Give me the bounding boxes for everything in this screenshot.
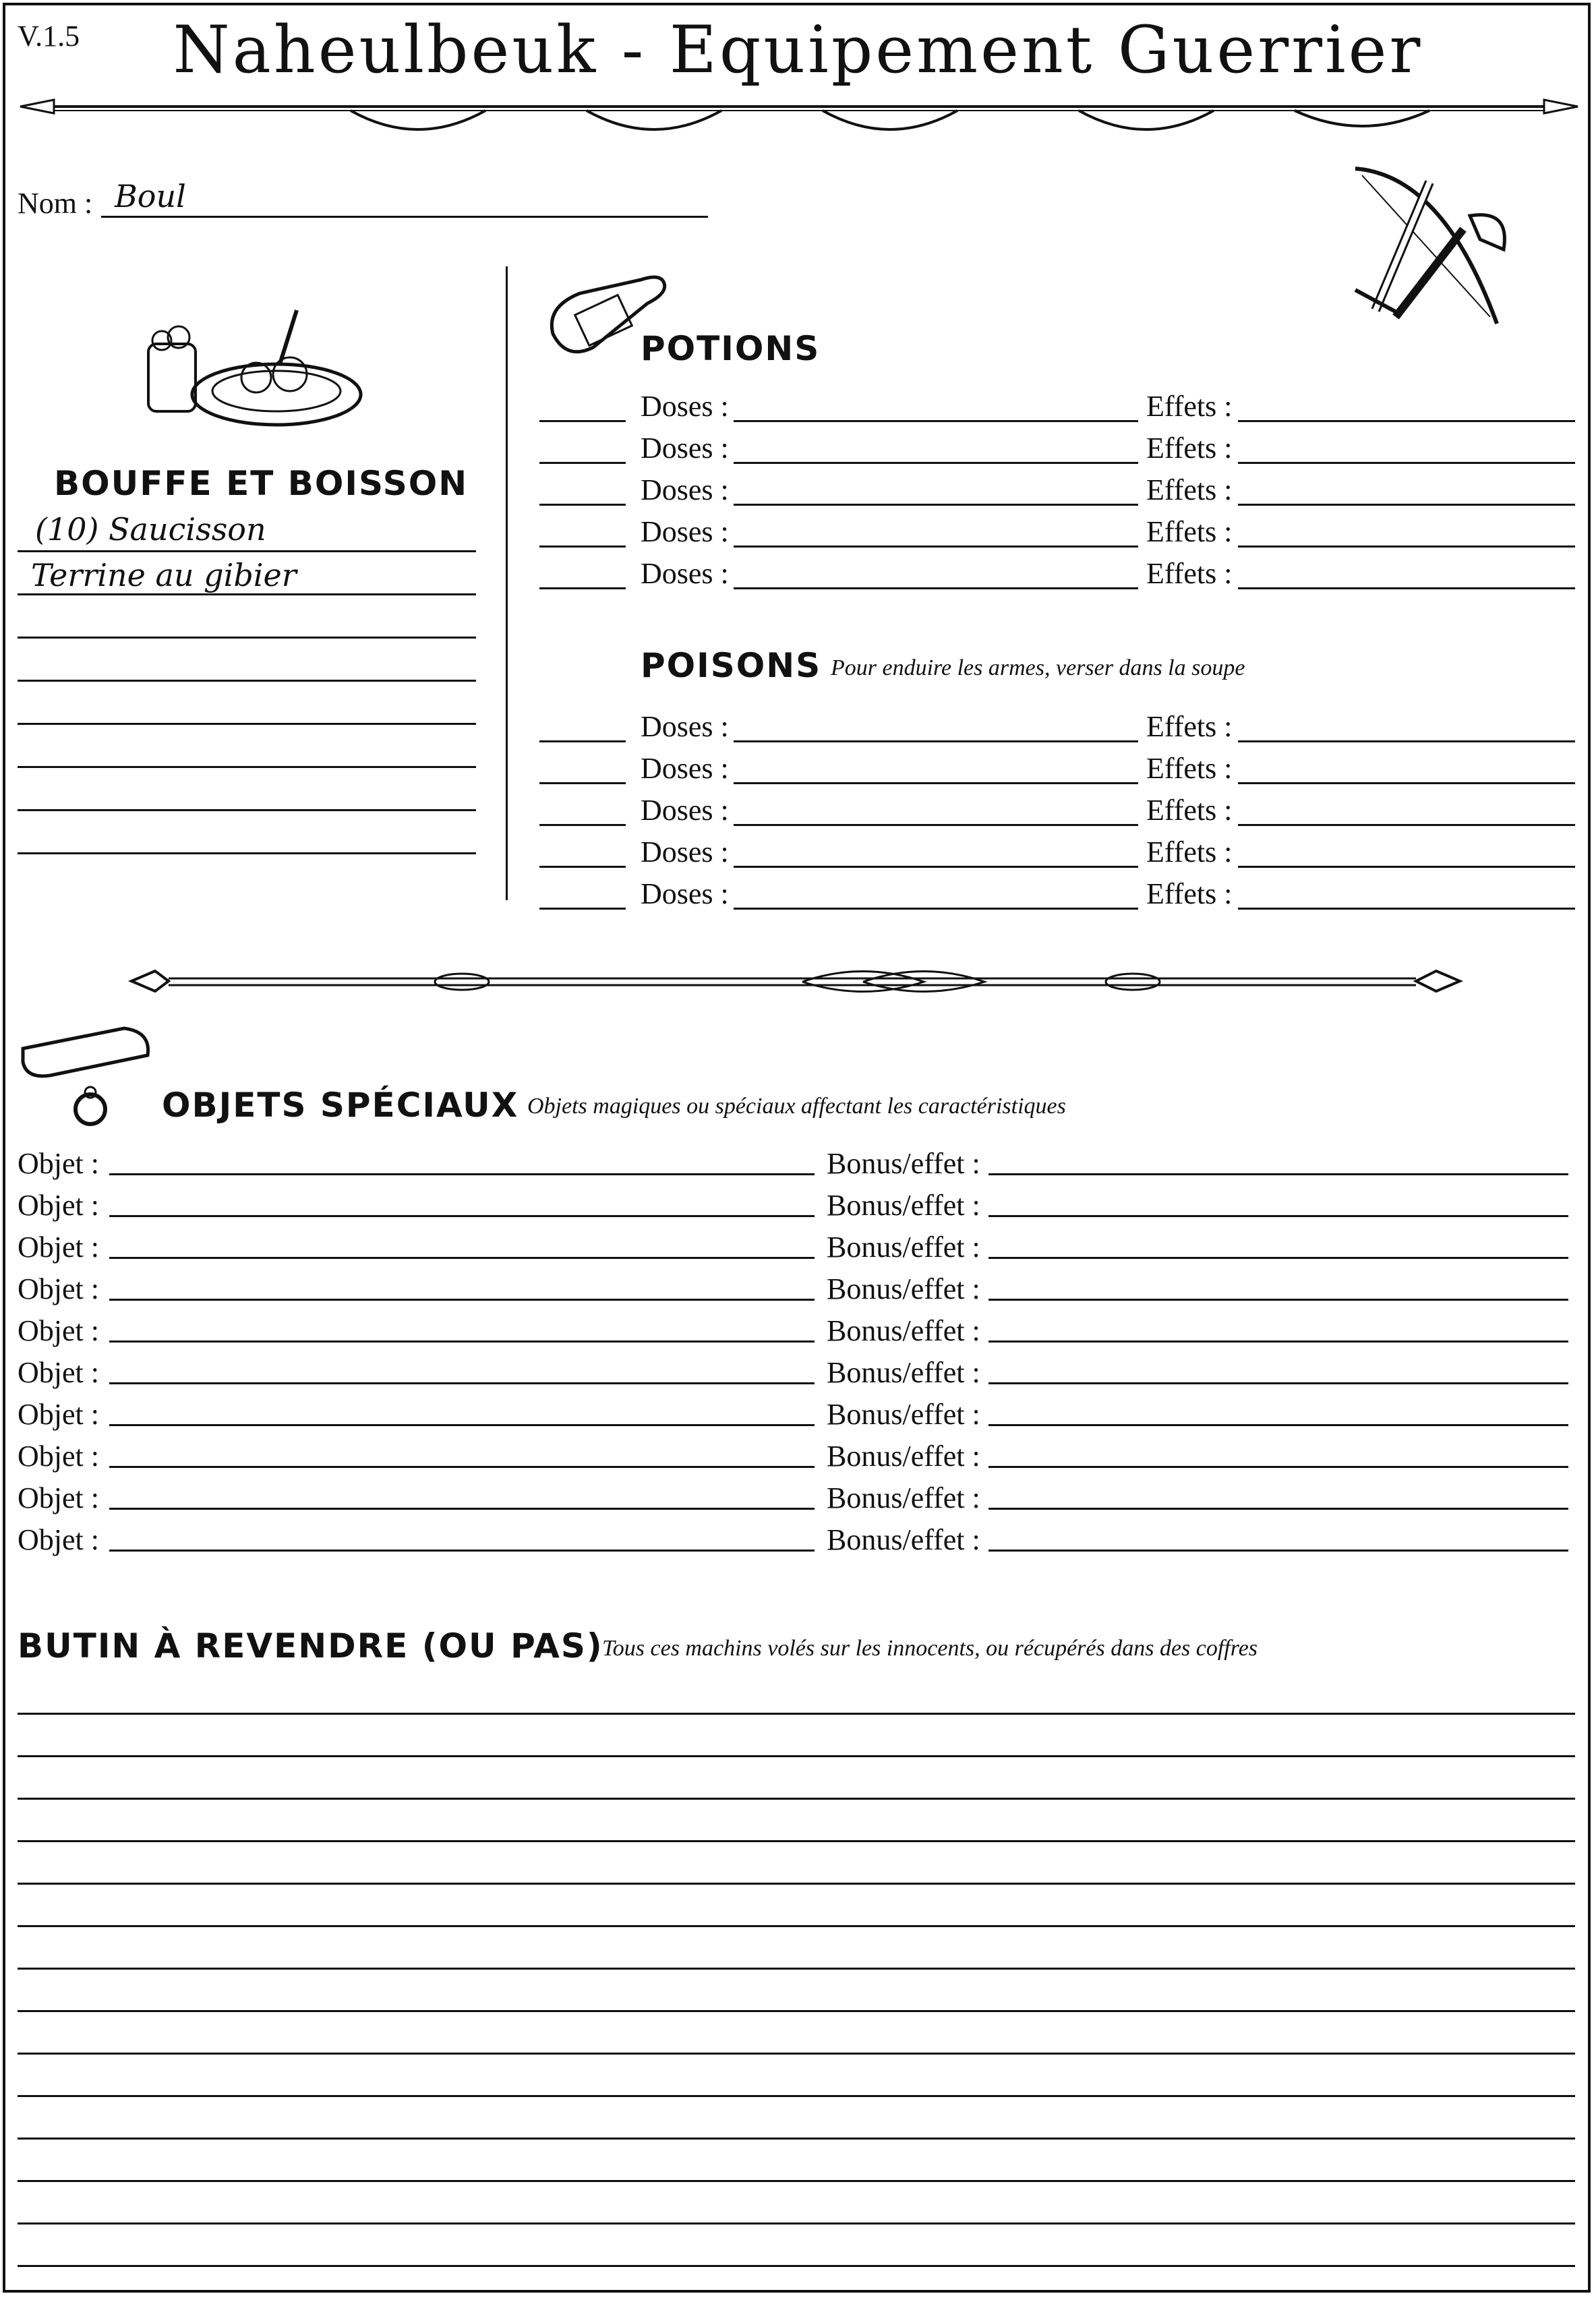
loot-line[interactable] <box>18 2095 1575 2097</box>
poison-dose-label: Doses : <box>641 752 729 785</box>
poison-qty-line <box>539 824 626 826</box>
bonus-label: Bonus/effet : <box>827 1147 980 1180</box>
poison-dose-label: Doses : <box>641 877 729 910</box>
food-entry[interactable] <box>18 678 476 719</box>
potion-dose-line <box>734 462 1138 464</box>
poison-dose-line <box>734 782 1138 784</box>
food-plate-icon <box>135 297 364 432</box>
loot-line[interactable] <box>18 2138 1575 2140</box>
poison-effect-label: Effets : <box>1146 835 1233 868</box>
potion-effect-line <box>1238 462 1575 464</box>
food-section-title: BOUFFE ET BOISSON <box>54 464 469 503</box>
poison-qty-line <box>539 866 626 868</box>
object-line <box>109 1340 815 1343</box>
version-label: V.1.5 <box>18 20 80 53</box>
poison-effect-line <box>1238 908 1575 910</box>
potion-effect-line <box>1238 587 1575 589</box>
bonus-line <box>988 1340 1568 1343</box>
special-object-row[interactable] <box>18 1481 1575 1521</box>
object-label: Objet : <box>18 1189 99 1222</box>
loot-line[interactable] <box>18 1713 1575 1715</box>
poison-effect-label: Effets : <box>1146 794 1233 827</box>
potion-effect-label: Effets : <box>1146 432 1233 465</box>
poison-row[interactable] <box>539 708 1585 748</box>
loot-line[interactable] <box>18 2180 1575 2182</box>
poison-row[interactable] <box>539 833 1585 874</box>
bonus-line <box>988 1173 1568 1175</box>
object-line <box>109 1257 815 1259</box>
potion-effect-label: Effets : <box>1146 557 1233 590</box>
special-object-row[interactable] <box>18 1397 1575 1438</box>
poison-row[interactable] <box>539 792 1585 832</box>
object-line <box>109 1466 815 1468</box>
bonus-label: Bonus/effet : <box>827 1272 980 1305</box>
poisons-table <box>539 708 1585 924</box>
potion-row[interactable] <box>539 471 1585 512</box>
special-object-row[interactable] <box>18 1314 1575 1354</box>
loot-line[interactable] <box>18 2010 1575 2012</box>
loot-subtitle: Tous ces machins volés sur les innocents, ou récupérés dans des coffres <box>602 1636 1258 1661</box>
object-label: Objet : <box>18 1356 99 1389</box>
loot-lines[interactable] <box>18 1713 1575 2279</box>
poison-dose-line <box>734 740 1138 742</box>
poison-qty-line <box>539 740 626 742</box>
potion-row[interactable] <box>539 555 1585 595</box>
food-line <box>18 852 476 854</box>
food-entry-text: (10) Saucisson <box>35 511 266 548</box>
bonus-label: Bonus/effet : <box>827 1356 980 1389</box>
bonus-line <box>988 1257 1568 1259</box>
poison-dose-label: Doses : <box>641 794 729 827</box>
potion-qty-line <box>539 546 626 548</box>
bonus-label: Bonus/effet : <box>827 1231 980 1264</box>
potion-effect-label: Effets : <box>1146 473 1233 506</box>
poison-effect-line <box>1238 824 1575 826</box>
object-line <box>109 1550 815 1552</box>
staff-divider-icon <box>128 961 1463 1001</box>
bonus-label: Bonus/effet : <box>827 1189 980 1222</box>
special-objects-table <box>18 1146 1575 1578</box>
potion-dose-line <box>734 546 1138 548</box>
food-entry[interactable] <box>18 721 476 762</box>
object-label: Objet : <box>18 1523 99 1556</box>
bonus-label: Bonus/effet : <box>827 1481 980 1514</box>
name-value[interactable]: Boul <box>115 178 186 214</box>
poison-effect-label: Effets : <box>1146 752 1233 785</box>
object-label: Objet : <box>18 1147 99 1180</box>
potion-effect-line <box>1238 546 1575 548</box>
food-entry[interactable] <box>18 808 476 848</box>
potion-qty-line <box>539 504 626 506</box>
bonus-label: Bonus/effet : <box>827 1314 980 1347</box>
object-line <box>109 1299 815 1301</box>
object-label: Objet : <box>18 1440 99 1473</box>
column-divider <box>506 266 508 900</box>
loot-line[interactable] <box>18 1968 1575 1970</box>
poisons-title: POISONS <box>641 646 822 685</box>
loot-line[interactable] <box>18 1925 1575 1927</box>
bonus-line <box>988 1508 1568 1510</box>
potion-dose-label: Doses : <box>641 432 729 465</box>
object-line <box>109 1173 815 1175</box>
potion-dose-line <box>734 420 1138 422</box>
poisons-subtitle: Pour enduire les armes, verser dans la soupe <box>831 655 1245 680</box>
food-entry[interactable] <box>18 635 476 676</box>
potions-title: POTIONS <box>641 329 821 368</box>
poison-row[interactable] <box>539 750 1585 790</box>
special-object-row[interactable] <box>18 1439 1575 1479</box>
potion-effect-line <box>1238 420 1575 422</box>
special-object-row[interactable] <box>18 1146 1575 1187</box>
potion-row[interactable] <box>539 388 1585 428</box>
scroll-ring-icon <box>16 1022 165 1136</box>
potion-effect-label: Effets : <box>1146 390 1233 423</box>
loot-line[interactable] <box>18 1840 1575 1842</box>
poison-effect-line <box>1238 866 1575 868</box>
potion-effect-label: Effets : <box>1146 515 1233 548</box>
poison-effect-line <box>1238 740 1575 742</box>
loot-line[interactable] <box>18 2053 1575 2055</box>
object-label: Objet : <box>18 1398 99 1431</box>
special-object-row[interactable] <box>18 1188 1575 1229</box>
potion-dose-line <box>734 504 1138 506</box>
object-line <box>109 1215 815 1217</box>
potion-qty-line <box>539 420 626 422</box>
object-line <box>109 1382 815 1384</box>
poison-effect-line <box>1238 782 1575 784</box>
loot-line[interactable] <box>18 2222 1575 2225</box>
poison-dose-line <box>734 908 1138 910</box>
special-object-row[interactable] <box>18 1230 1575 1270</box>
special-objects-subtitle: Objets magiques ou spéciaux affectant les caractéristiques <box>527 1094 1066 1119</box>
crossed-weapons-icon <box>1335 155 1524 344</box>
potion-row[interactable] <box>539 430 1585 470</box>
bonus-line <box>988 1424 1568 1426</box>
object-line <box>109 1508 815 1510</box>
food-entry[interactable] <box>18 549 476 593</box>
name-label: Nom : <box>18 187 93 220</box>
poison-effect-label: Effets : <box>1146 710 1233 743</box>
bonus-label: Bonus/effet : <box>827 1440 980 1473</box>
poison-qty-line <box>539 908 626 910</box>
object-line <box>109 1424 815 1426</box>
potion-row[interactable] <box>539 513 1585 554</box>
object-label: Objet : <box>18 1272 99 1305</box>
special-objects-title: OBJETS SPÉCIAUX <box>162 1086 519 1125</box>
loot-title: BUTIN À REVENDRE (OU PAS) <box>18 1626 603 1666</box>
bonus-line <box>988 1215 1568 1217</box>
food-list <box>18 506 476 910</box>
bonus-line <box>988 1382 1568 1384</box>
poison-qty-line <box>539 782 626 784</box>
bonus-label: Bonus/effet : <box>827 1523 980 1556</box>
loot-line[interactable] <box>18 2265 1575 2267</box>
poison-effect-label: Effets : <box>1146 877 1233 910</box>
poison-dose-line <box>734 866 1138 868</box>
potion-dose-label: Doses : <box>641 557 729 590</box>
potions-table <box>539 388 1585 603</box>
poison-dose-label: Doses : <box>641 710 729 743</box>
poison-dose-label: Doses : <box>641 835 729 868</box>
special-object-row[interactable] <box>18 1355 1575 1396</box>
special-object-row[interactable] <box>18 1523 1575 1563</box>
object-label: Objet : <box>18 1314 99 1347</box>
food-entry-text: Terrine au gibier <box>31 557 297 593</box>
potion-qty-line <box>539 462 626 464</box>
spear-divider-icon <box>13 88 1585 148</box>
loot-line[interactable] <box>18 1755 1575 1757</box>
page-title: Naheulbeuk - Equipement Guerrier <box>173 12 1423 88</box>
object-label: Objet : <box>18 1231 99 1264</box>
food-entry[interactable] <box>18 506 476 546</box>
potion-dose-label: Doses : <box>641 390 729 423</box>
food-entry[interactable] <box>18 765 476 805</box>
potion-dose-label: Doses : <box>641 515 729 548</box>
bonus-line <box>988 1466 1568 1468</box>
bonus-line <box>988 1550 1568 1552</box>
potion-dose-label: Doses : <box>641 473 729 506</box>
poison-dose-line <box>734 824 1138 826</box>
object-label: Objet : <box>18 1481 99 1514</box>
potion-qty-line <box>539 587 626 589</box>
name-line <box>101 216 708 218</box>
potion-dose-line <box>734 587 1138 589</box>
special-object-row[interactable] <box>18 1272 1575 1312</box>
bonus-label: Bonus/effet : <box>827 1398 980 1431</box>
loot-line[interactable] <box>18 1798 1575 1800</box>
food-entry[interactable] <box>18 592 476 632</box>
potion-effect-line <box>1238 504 1575 506</box>
poison-row[interactable] <box>539 875 1585 916</box>
bonus-line <box>988 1299 1568 1301</box>
loot-line[interactable] <box>18 1883 1575 1885</box>
